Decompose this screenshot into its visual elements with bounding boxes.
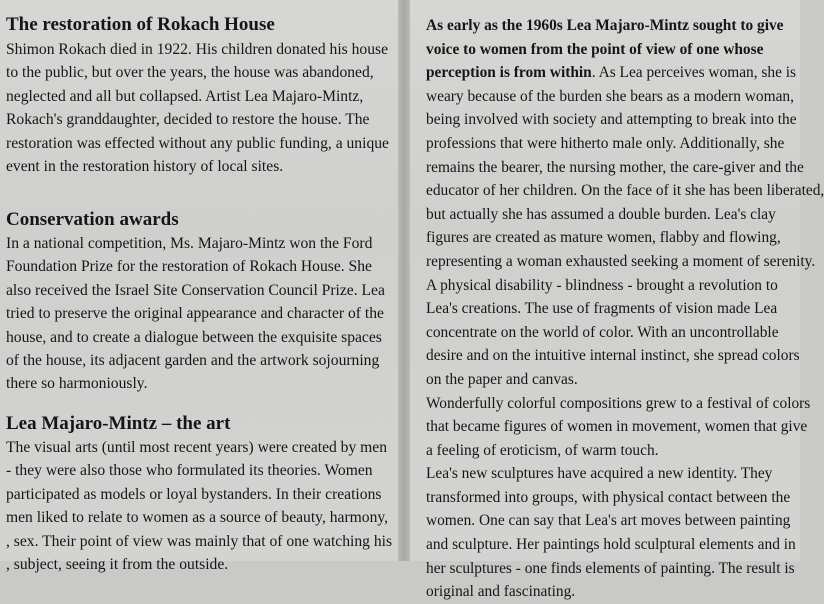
bold-phrase: perception is from within: [426, 64, 592, 82]
text-line: - they were also those who formulated its theories. Women: [6, 462, 373, 480]
text-line: A physical disability - blindness - brought a revolution to: [426, 276, 778, 294]
text-line: Lea's creations. The use of fragments of vision made Lea: [426, 300, 778, 318]
paragraph-restoration: [6, 38, 392, 178]
text-line: , subject, seeing it from the outside.: [6, 556, 229, 574]
text-line: also received the Israel Site Conservation Council Prize. Lea: [6, 281, 385, 299]
text-line: being involved with society and attempting to break into the: [426, 111, 797, 129]
paragraph-art: [6, 436, 392, 576]
text-line: Foundation Prize for the restoration of Rokach House. She: [6, 258, 372, 276]
right-text-panel: [410, 0, 824, 601]
text-line: neglected and all but collapsed. Artist Lea Majaro-Mintz,: [6, 87, 364, 105]
heading-conservation: Conservation awards: [6, 209, 179, 230]
text-line: figures are created as mature women, flabby and flowing,: [426, 229, 781, 247]
text-line-mixed: [426, 61, 798, 85]
text-line: women. One can say that Lea's art moves between painting: [426, 512, 791, 530]
text-line: Rokach's granddaughter, decided to restore the house. The: [6, 111, 370, 129]
text-line: house, and to create a dialogue between the exquisite spaces: [6, 328, 382, 346]
text-line: on the paper and canvas.: [426, 370, 578, 388]
text-line: event in the restoration history of local sites.: [6, 158, 284, 176]
left-text-panel: [0, 0, 398, 574]
text-line: weary because of the burden she bears as a modern woman,: [426, 87, 794, 105]
text-line: tried to preserve the original appearance and character of the: [6, 305, 384, 323]
text-line: a feeling of eroticism, of warm touch.: [426, 441, 659, 459]
text-line: , sex. Their point of view was mainly that of one watching his: [6, 532, 393, 550]
text-line: remains the bearer, the nursing mother, the care-giver and the: [426, 158, 804, 176]
text-line: Wonderfully colorful compositions grew to a festival of colors: [426, 394, 811, 412]
heading-restoration: The restoration of Rokach House: [6, 14, 275, 35]
text-line: to the public, but over the years, the house was abandoned,: [6, 64, 374, 82]
text-line: that became figures of women in movement, women that give: [426, 418, 808, 436]
line-continuation: . As Lea perceives woman, she is: [591, 64, 797, 82]
text-line: The visual arts (until most recent years) were created by men: [6, 439, 388, 456]
text-line: representing a woman exhausted seeking a moment of serenity.: [426, 252, 816, 270]
text-line: and sculpture. Her paintings hold sculptural elements and in: [426, 536, 796, 554]
text-line: educator of her children. On the face of it she has been liberated,: [426, 182, 824, 200]
text-line: original and fascinating.: [426, 583, 576, 601]
text-line: but actually she has assumed a double burden. Lea's clay: [426, 205, 776, 223]
text-line-bold: voice to women from the point of view of one whose: [426, 40, 764, 58]
heading-art: Lea Majaro-Mintz – the art: [6, 413, 231, 434]
text-line: of the house, its adjacent garden and the artwork sojourning: [6, 352, 380, 370]
text-line: her sculptures - one finds elements of painting. The result is: [426, 559, 795, 577]
text-line: Shimon Rokach died in 1922. His children donated his house: [6, 41, 389, 58]
paragraph-conservation: [6, 232, 392, 396]
text-line: concentrate on the world of color. With an uncontrollable: [426, 323, 779, 341]
text-line: restoration was effected without any public funding, a unique: [6, 134, 389, 152]
paragraph-art-description: [426, 14, 824, 604]
text-line: Lea's new sculptures have acquired a new identity. They: [426, 465, 773, 483]
text-line-bold: As early as the 1960s Lea Majaro-Mintz sought to give: [426, 17, 784, 34]
text-line: participated as models or loyal bystanders. In their creations: [6, 485, 382, 503]
panel-divider: [398, 0, 410, 561]
text-line: In a national competition, Ms. Majaro-Mintz won the Ford: [6, 235, 373, 252]
text-line: transformed into groups, with physical contact between the: [426, 488, 791, 506]
text-line: desire and on the intuitive internal instinct, she spread colors: [426, 347, 800, 365]
text-line: men liked to relate to women as a source of beauty, harmony,: [6, 509, 389, 527]
text-line: professions that were hitherto male only. Additionally, she: [426, 134, 785, 152]
text-line: there so harmoniously.: [6, 375, 148, 393]
